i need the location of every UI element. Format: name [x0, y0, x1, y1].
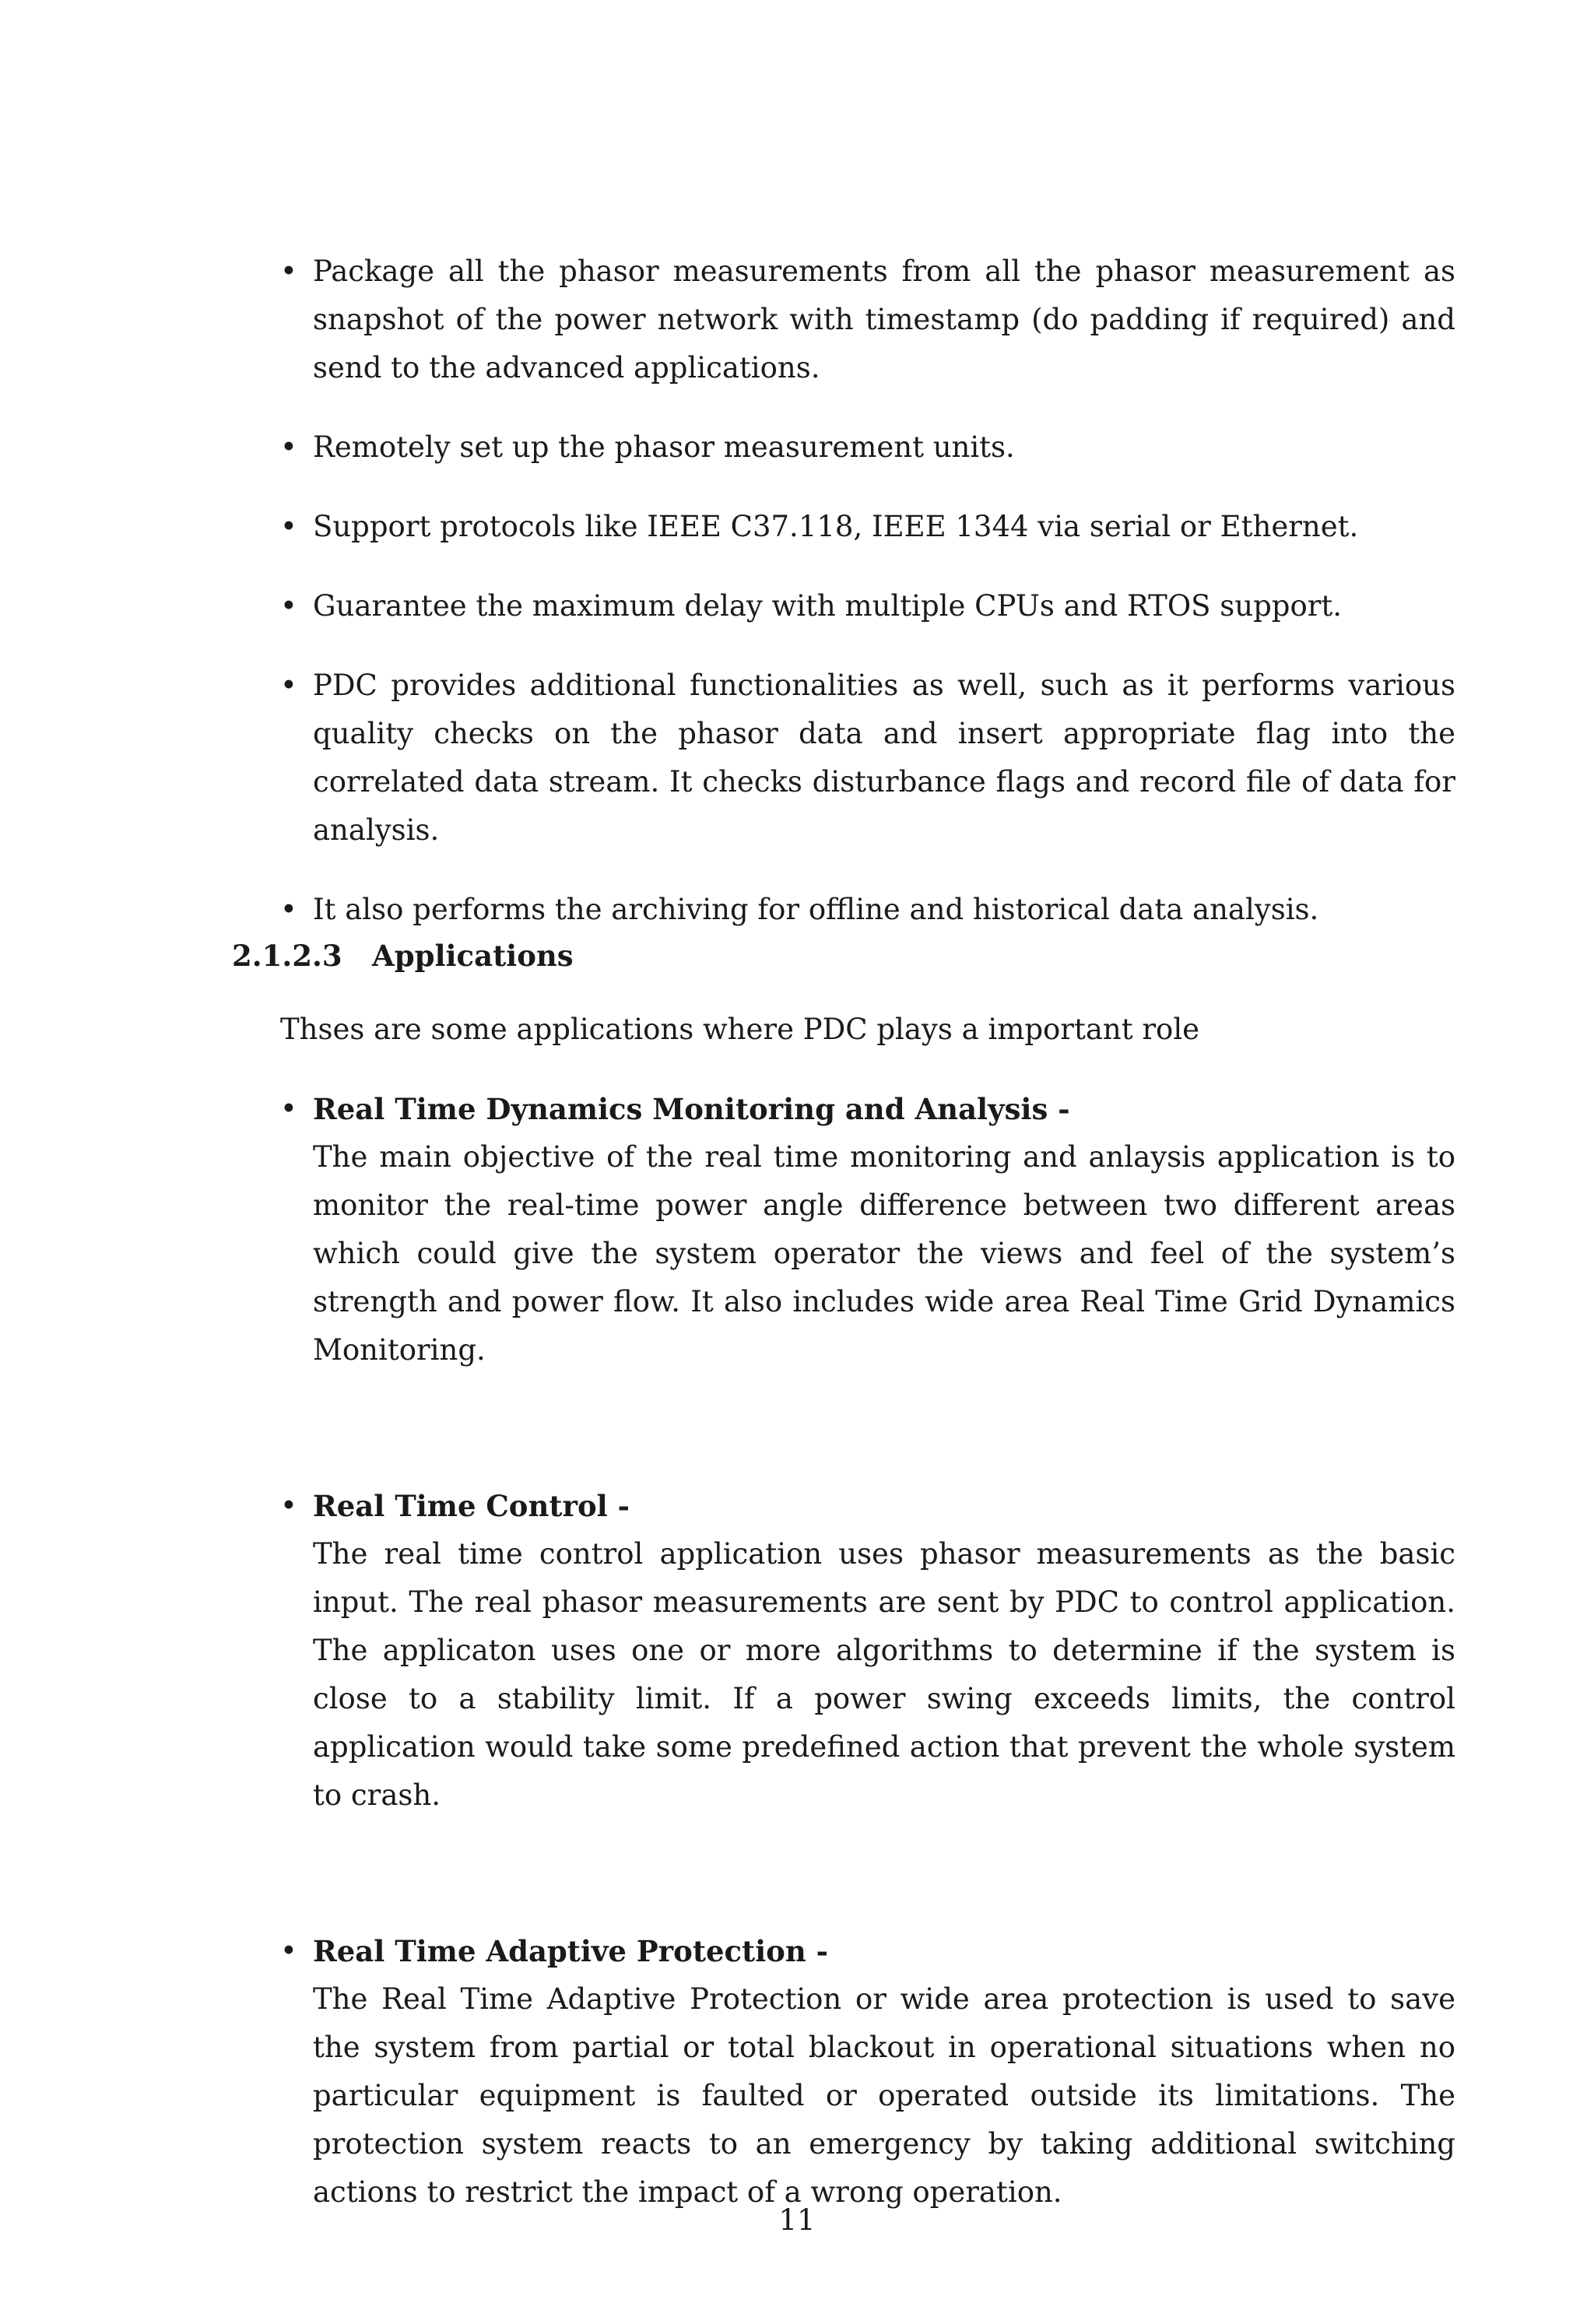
- application-title: • Real Time Adaptive Protection -: [313, 1934, 828, 1968]
- subsection-heading: [232, 932, 574, 980]
- list-item: • It also performs the archiving for offline and historical data analysis.: [280, 886, 1455, 934]
- list-item: • Support protocols like IEEE C37.118, IEEE 1344 via serial or Ethernet.: [280, 503, 1455, 551]
- application-item: [280, 1085, 1455, 1374]
- subsection-title: Applications: [372, 939, 574, 973]
- application-item: [280, 1927, 1455, 2217]
- applications-list: [280, 1085, 1455, 2324]
- page-number: 11: [778, 2203, 816, 2237]
- list-item: • Package all the phasor measurements from all the phasor measurement as snapshot of the power network with timestamp (do padding if required) and send to the advanced applications.: [280, 247, 1455, 392]
- list-item: • Guarantee the maximum delay with multiple CPUs and RTOS support.: [280, 582, 1455, 630]
- list-item: • PDC provides additional functionalities as well, such as it performs various quality checks on the phasor data and insert appropriate flag into the correlated data stream. It checks disturbance flags and record file of data for analysis.: [280, 662, 1455, 855]
- application-title: • Real Time Dynamics Monitoring and Analysis -: [313, 1092, 1070, 1126]
- application-item: [280, 1482, 1455, 1820]
- application-title: • Real Time Control -: [313, 1489, 630, 1523]
- subsection-number: 2.1.2.3: [232, 939, 342, 973]
- application-description: The main objective of the real time monitoring and anlaysis application is to monitor the real-time power angle difference between two different areas which could give the system operator the views and feel of the system’s strength and power flow. It also includes wide area Real Time Grid Dynamics Monitoring.: [313, 1140, 1455, 1367]
- pdc-functions-list: [280, 247, 1455, 965]
- application-description: The real time control application uses phasor measurements as the basic input. The real phasor measurements are sent by PDC to control application. The applicaton uses one or more algorithms to determine if the system is close to a stability limit. If a power swing exceeds limits, the control application would take some predefined action that prevent the whole system to crash.: [313, 1537, 1455, 1812]
- list-item: • Remotely set up the phasor measurement units.: [280, 423, 1455, 472]
- intro-paragraph: Thses are some applications where PDC plays a important role: [280, 1013, 1200, 1046]
- application-description: The Real Time Adaptive Protection or wide area protection is used to save the system from partial or total blackout in operational situations when no particular equipment is faulted or operated outside its limitations. The protection system reacts to an emergency by taking additional switching actions to restrict the impact of a wrong operation.: [313, 1982, 1455, 2209]
